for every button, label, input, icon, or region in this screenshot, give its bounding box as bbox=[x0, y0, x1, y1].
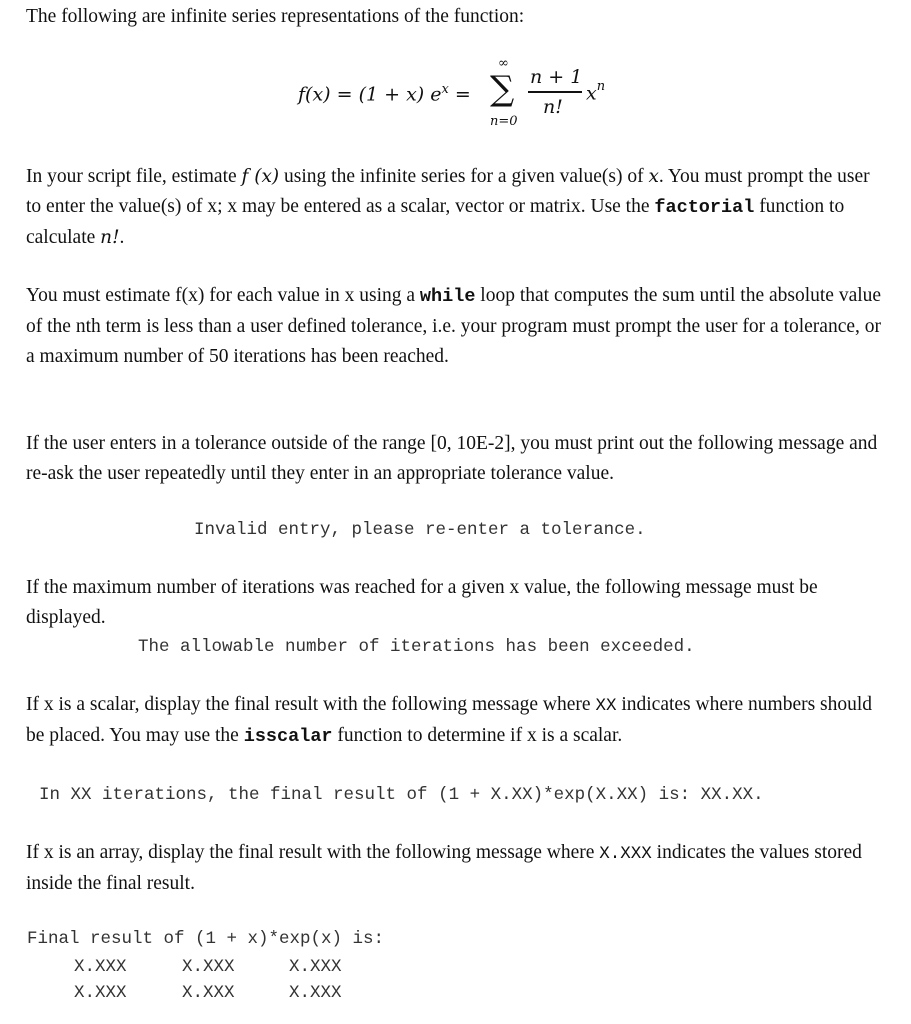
summation-symbol: ∑ bbox=[490, 69, 515, 109]
fraction-numerator: n + 1 bbox=[530, 66, 583, 88]
paragraph-script-instructions: In your script file, estimate f (x) using the infinite series for a given value(s) of x. You must prompt the user to enter the value(s) of x; x may be entered as a scalar, vector or matrix. Use the factorial function to calculate n!. bbox=[26, 166, 870, 248]
code-factorial: factorial bbox=[654, 197, 755, 218]
series-term: $x^n$ bbox=[586, 79, 606, 105]
equation-lhs: f(x) = (1 + x) $e^x$ = bbox=[298, 82, 471, 106]
matrix-cell: X.XXX bbox=[74, 983, 127, 1003]
paragraph-scalar-output: If x is a scalar, display the final result with the following message where XX indicates where numbers should be placed. You may use the isscalar function to determine if x is a scalar. bbox=[26, 694, 873, 747]
matrix-cell: X.XXX bbox=[289, 983, 342, 1003]
fraction-denominator: n! bbox=[543, 96, 563, 118]
intro-text: The following are infinite series representations of the function: bbox=[26, 6, 525, 27]
sum-upper-limit: ∞ bbox=[498, 56, 509, 71]
paragraph-tolerance: If the user enters in a tolerance outside of the range [0, 10E-2], you must print out the following message and re-ask the user repeatedly until they enter in an appropriate tolerance value. bbox=[26, 433, 878, 484]
fraction-bar bbox=[528, 91, 582, 93]
code-while: while bbox=[419, 286, 476, 307]
message-array-header: Final result of (1 + x)*exp(x) is: bbox=[27, 929, 385, 949]
paragraph-while-loop: You must estimate f(x) for each value in x using a while loop that computes the sum until the absolute value of the nth term is less than a user defined tolerance, i.e. your program must prompt the user for a tolerance, or a maximum number of 50 iterations has been reached. bbox=[26, 285, 882, 367]
message-scalar-result: In XX iterations, the final result of (1 + X.XX)*exp(X.XX) is: XX.XX. bbox=[39, 785, 764, 805]
matrix-cell: X.XXX bbox=[182, 957, 235, 977]
paragraph-max-iterations: If the maximum number of iterations was reached for a given x value, the following message must be displayed. bbox=[26, 577, 818, 628]
sum-lower-limit: n=0 bbox=[490, 114, 518, 129]
message-iterations-exceeded: The allowable number of iterations has been exceeded. bbox=[138, 637, 695, 657]
series-equation bbox=[0, 56, 911, 136]
message-invalid-entry: Invalid entry, please re-enter a tolerance. bbox=[194, 520, 646, 540]
matrix-cell: X.XXX bbox=[74, 957, 127, 977]
code-isscalar: isscalar bbox=[243, 726, 333, 747]
matrix-cell: X.XXX bbox=[182, 983, 235, 1003]
matrix-cell: X.XXX bbox=[289, 957, 342, 977]
paragraph-array-output: If x is an array, display the final result with the following message where X.XXX indicates the values stored inside the final result. bbox=[26, 842, 862, 894]
